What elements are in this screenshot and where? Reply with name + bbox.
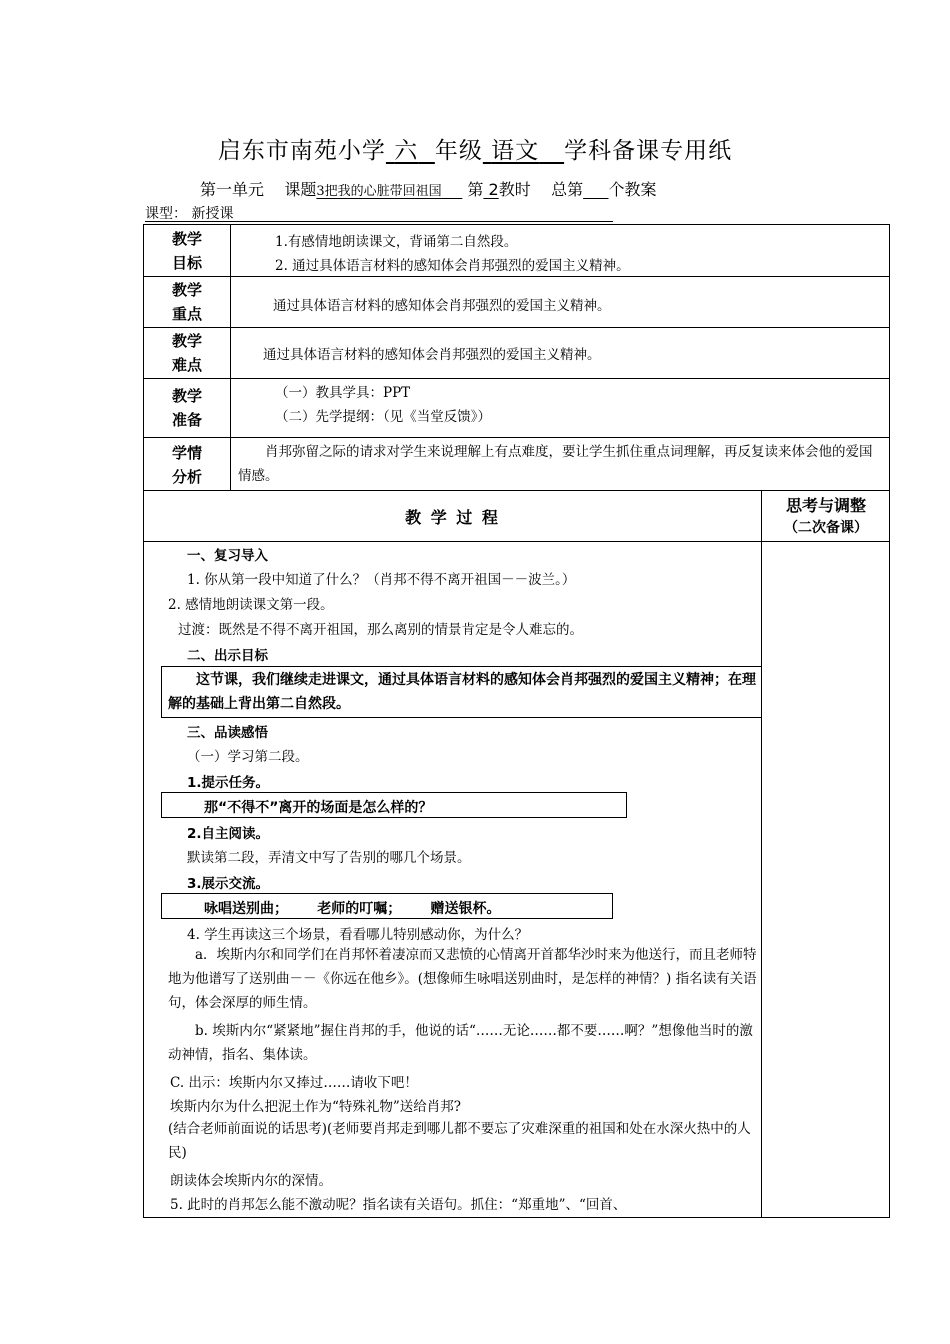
paragraph-b: b. 埃斯内尔“紧紧地”握住肖邦的手，他说的话“……无论……都不要……啊？”想像他当时的激动神情，指名、集体读。 xyxy=(168,1023,753,1063)
label-line: 目标 xyxy=(171,254,202,272)
label-line: 准备 xyxy=(171,411,202,429)
subject-field xyxy=(483,138,564,164)
notes-column-divider xyxy=(761,490,762,1218)
paragraph-a: a．埃斯内尔和同学们在肖邦怀着凄凉而又悲愤的心情离开首都华沙时来为他送行，而且老师特地为他谱写了送别曲－－《你远在他乡》。(想像师生咏唱送别曲时，是怎样的神情？) 指名读有关语句，体会深厚的师生情。 xyxy=(168,947,757,1011)
topic-field xyxy=(316,184,462,199)
step-4-text: 4. 学生再读这三个场景，看看哪儿特别感动你，为什么？ xyxy=(187,927,529,943)
title-suffix: 学科备课专用纸 xyxy=(564,138,733,164)
scenes-text: 咏唱送别曲； 老师的叮嘱； 赠送银杯。 xyxy=(204,901,501,917)
label-preparation xyxy=(144,384,230,432)
label-line: 教学 xyxy=(171,332,202,350)
row-divider xyxy=(144,378,889,379)
grade-suffix: 年级 xyxy=(434,138,483,164)
label-objectives xyxy=(144,227,230,275)
prep-item-2: （二）先学提纲：（见《当堂反馈》） xyxy=(275,409,491,425)
step-1-title: 1.提示任务。 xyxy=(187,775,270,791)
notes-heading: 思考与调整 xyxy=(785,496,866,515)
analysis-text: 肖邦弥留之际的请求对学生来说理解上有点难度，要让学生抓住重点词理解，再反复读来体会他的爱国情感。 xyxy=(238,444,873,484)
page-title xyxy=(0,132,950,165)
section-goals-title: 二、出示目标 xyxy=(187,648,268,664)
objective-1: 1.有感情地朗读课文，背诵第二自然段。 xyxy=(275,234,518,250)
hint-text: (结合老师前面说的话思考)(老师要肖邦走到哪儿都不要忘了灾难深重的祖国和处在水深火热中的人民) xyxy=(168,1121,751,1161)
row-divider xyxy=(144,541,889,542)
lesson-info-line xyxy=(200,177,657,200)
label-line: 重点 xyxy=(171,305,202,323)
read-aloud-line: 朗读体会埃斯内尔的深情。 xyxy=(170,1173,332,1189)
lesson-no-field xyxy=(483,180,498,199)
label-key-points xyxy=(144,278,230,326)
objective-2: 2. 通过具体语言材料的感知体会肖邦强烈的爱国主义精神。 xyxy=(275,258,630,274)
prep-item-1: （一）教具学具：PPT xyxy=(275,385,411,401)
label-line: 教学 xyxy=(171,387,202,405)
label-line: 教学 xyxy=(171,230,202,248)
section-review-title: 一、复习导入 xyxy=(187,548,268,564)
topic-label: 课题 xyxy=(284,180,317,199)
process-heading: 教 学 过 程 xyxy=(405,508,500,527)
review-line-2: 2. 感情地朗读课文第一段。 xyxy=(168,597,334,613)
lesson-prefix: 第 xyxy=(467,180,484,199)
scenes-box xyxy=(161,893,613,919)
row-divider xyxy=(144,437,889,438)
lesson-type: 课型： 新授课 xyxy=(145,206,234,222)
label-line: 分析 xyxy=(171,468,202,486)
key-point-text: 通过具体语言材料的感知体会肖邦强烈的爱国主义精神。 xyxy=(273,298,611,314)
lesson-suffix: 教时 xyxy=(498,180,531,199)
task-question: 那“不得不”离开的场面是怎么样的？ xyxy=(204,800,433,816)
step-3-title: 3.展示交流。 xyxy=(187,876,270,892)
unit-label: 第一单元 xyxy=(200,180,265,199)
question-line: 埃斯内尔为什么把泥土作为“特殊礼物”送给肖邦? xyxy=(170,1099,462,1115)
transition-line: 过渡：既然是不得不离开祖国，那么离别的情景肯定是令人难忘的。 xyxy=(178,622,583,638)
total-field xyxy=(583,180,608,199)
paragraph-c: C. 出示：埃斯内尔又捧过……请收下吧！ xyxy=(170,1075,418,1091)
step-2-title: 2.自主阅读。 xyxy=(187,826,270,842)
label-difficulties xyxy=(144,329,230,377)
step-5-text: 5. 此时的肖邦怎么能不激动呢？指名读有关语句。抓住：“郑重地”、“回首、 xyxy=(170,1197,627,1213)
task-box xyxy=(161,792,627,818)
row-divider xyxy=(144,490,889,491)
lesson-no: 2 xyxy=(488,180,499,199)
subject-value: 语文 xyxy=(491,138,540,164)
goals-text: 这节课，我们继续走进课文，通过具体语言材料的感知体会肖邦强烈的爱国主义精神；在理解的基础上背出第二自然段。 xyxy=(168,672,756,712)
notes-subheading: （二次备课） xyxy=(784,520,868,536)
total-prefix: 总第 xyxy=(551,180,584,199)
reading-subsection: （一）学习第二段。 xyxy=(187,749,309,765)
section-reading-title: 三、品读感悟 xyxy=(187,725,268,741)
goals-box xyxy=(161,666,762,718)
topic-value: 3把我的心脏带回祖国 xyxy=(316,184,442,199)
label-line: 学情 xyxy=(171,444,202,462)
grade-value: 六 xyxy=(394,138,419,164)
total-suffix: 个教案 xyxy=(608,180,657,199)
lesson-plan-table xyxy=(143,224,890,1218)
step-2-text: 默读第二段，弄清文中写了告别的哪几个场景。 xyxy=(187,850,471,866)
label-analysis xyxy=(144,441,230,489)
label-column-divider xyxy=(230,225,231,490)
review-line-1: 1. 你从第一段中知道了什么？（肖邦不得不离开祖国－－波兰。） xyxy=(187,572,576,588)
row-divider xyxy=(144,276,889,277)
label-line: 教学 xyxy=(171,281,202,299)
difficulty-text: 通过具体语言材料的感知体会肖邦强烈的爱国主义精神。 xyxy=(263,347,601,363)
row-divider xyxy=(144,327,889,328)
lesson-type-underline xyxy=(145,221,613,222)
grade-field xyxy=(386,138,435,164)
label-line: 难点 xyxy=(171,356,202,374)
school-name: 启东市南苑小学 xyxy=(217,138,386,164)
